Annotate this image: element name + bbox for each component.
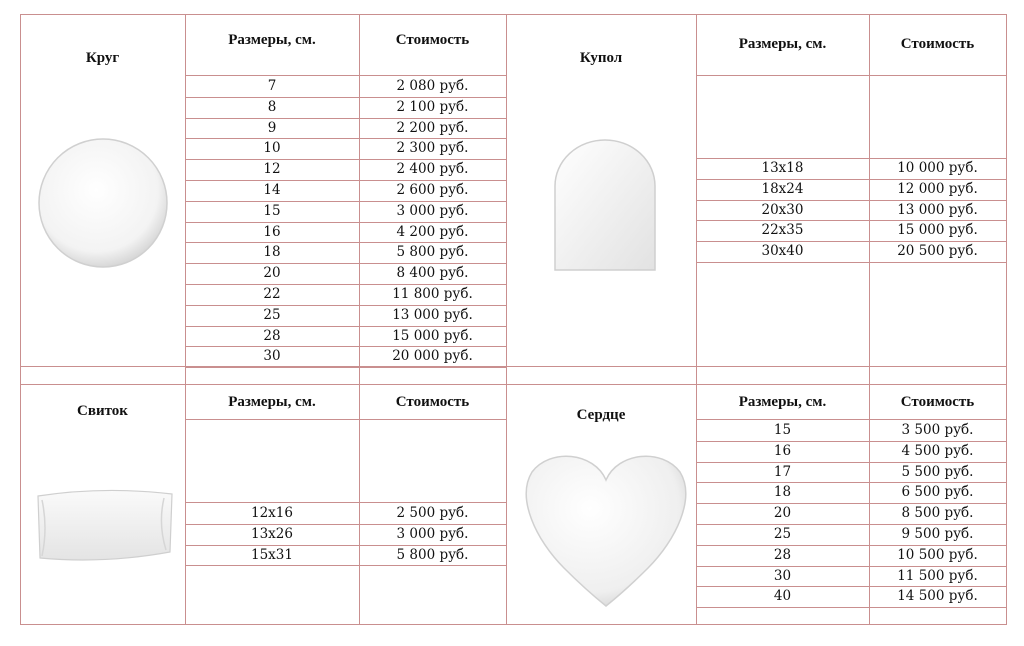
serdce-row-size: 17 — [773, 463, 792, 480]
krug-row-price: 2 080 руб. — [396, 78, 469, 94]
kupol-row-size: 30х40 — [761, 243, 804, 260]
krug-row-size: 12 — [263, 161, 281, 178]
serdce-row-size: 16 — [773, 442, 792, 459]
krug-row-size: 20 — [263, 265, 281, 282]
serdce-row-size: 20 — [773, 505, 792, 522]
krug-row-size: 7 — [267, 78, 277, 94]
krug-row-price: 15 000 руб. — [392, 327, 473, 344]
scroll-plate-image — [34, 488, 178, 564]
krug-row-size: 25 — [263, 306, 281, 323]
krug-row-price: 2 300 руб. — [396, 140, 469, 157]
serdce-row-size: 28 — [773, 546, 792, 563]
circle-plate-image — [36, 136, 170, 270]
serdce-row-price: 8 500 руб. — [901, 505, 974, 522]
krug-row-line — [185, 367, 506, 368]
kupol-price-header: Стоимость — [900, 36, 975, 52]
heart-plate-image — [524, 450, 688, 610]
svitok-row-price: 3 000 руб. — [396, 525, 469, 542]
svitok-row-size: 13х26 — [251, 525, 293, 542]
kupol-header-line — [696, 75, 1006, 76]
kupol-size-header: Размеры, см. — [738, 36, 827, 52]
krug-row-size: 28 — [263, 327, 281, 344]
kupol-row-size: 18х24 — [761, 180, 804, 197]
svitok-header-line — [185, 419, 506, 420]
kupol-row-price: 12 000 руб. — [897, 180, 978, 197]
dome-plate-image — [552, 138, 658, 272]
kupol-row-price: 10 000 руб. — [897, 160, 978, 176]
serdce-price-header: Стоимость — [900, 394, 975, 410]
section-divider — [20, 384, 1007, 385]
serdce-row-line — [696, 607, 1006, 608]
krug-row-price: 2 100 руб. — [396, 98, 469, 115]
svitok-row-size: 12х16 — [251, 505, 293, 521]
krug-row-size: 18 — [263, 244, 281, 261]
krug-row-size: 16 — [263, 223, 281, 240]
krug-row-price: 2 600 руб. — [396, 182, 469, 198]
table-border-top — [20, 14, 1007, 15]
krug-row-price: 4 200 руб. — [396, 223, 469, 240]
kupol-row-line — [696, 262, 1006, 263]
svitok-row-size: 15х31 — [251, 546, 293, 563]
table-border-left — [20, 14, 21, 625]
krug-row-price: 2 200 руб. — [396, 119, 469, 136]
table-border-bottom — [20, 624, 1007, 625]
krug-row-size: 9 — [267, 119, 277, 136]
kupol-row-size: 20х30 — [761, 201, 804, 218]
serdce-row-price: 5 500 руб. — [901, 463, 974, 480]
kupol-title: Купол — [579, 50, 623, 66]
serdce-row-size: 40 — [773, 588, 792, 605]
krug-row-size: 10 — [263, 140, 281, 157]
svitok-row-price: 2 500 руб. — [396, 505, 469, 521]
krug-title: Круг — [85, 50, 120, 66]
krug-row-size: 15 — [263, 202, 281, 219]
krug-row-size: 8 — [267, 98, 277, 115]
serdce-row-price: 11 500 руб. — [897, 567, 978, 584]
serdce-row-price: 10 500 руб. — [897, 546, 978, 563]
serdce-row-price: 9 500 руб. — [901, 526, 974, 542]
serdce-title: Сердце — [576, 407, 626, 423]
serdce-row-size: 15 — [773, 422, 792, 438]
serdce-row-size: 25 — [773, 526, 792, 542]
krug-row-price: 2 400 руб. — [396, 161, 469, 178]
serdce-row-price: 3 500 руб. — [901, 422, 974, 438]
krug-row-price: 5 800 руб. — [396, 244, 469, 261]
column-divider — [506, 14, 507, 625]
krug-price-header: Стоимость — [395, 32, 470, 48]
table-border-right — [1006, 14, 1007, 625]
svitok-price-header: Стоимость — [395, 394, 470, 410]
krug-size-header: Размеры, см. — [228, 32, 316, 48]
krug-row-size: 14 — [263, 182, 281, 198]
svitok-row-line — [185, 565, 506, 566]
serdce-row-price: 6 500 руб. — [901, 484, 974, 501]
svitok-size-header: Размеры, см. — [228, 394, 316, 410]
serdce-size-header: Размеры, см. — [738, 394, 827, 410]
kupol-row-price: 20 500 руб. — [897, 243, 978, 260]
serdce-row-size: 18 — [773, 484, 792, 501]
kupol-row-price: 15 000 руб. — [897, 222, 978, 239]
svitok-row-price: 5 800 руб. — [396, 546, 469, 563]
serdce-row-price: 14 500 руб. — [897, 588, 978, 605]
krug-row-price: 11 800 руб. — [392, 286, 473, 302]
krug-row-size: 22 — [263, 286, 281, 302]
serdce-row-size: 30 — [773, 567, 792, 584]
krug-row-price: 20 000 руб. — [392, 348, 473, 365]
kupol-row-price: 13 000 руб. — [897, 201, 978, 218]
krug-row-price: 8 400 руб. — [396, 265, 469, 282]
kupol-row-size: 22х35 — [761, 222, 804, 239]
krug-row-size: 30 — [263, 348, 281, 365]
serdce-row-price: 4 500 руб. — [901, 442, 974, 459]
krug-row-price: 3 000 руб. — [396, 202, 469, 219]
svitok-title: Свиток — [77, 403, 128, 419]
section-divider — [20, 366, 1007, 367]
krug-row-price: 13 000 руб. — [392, 306, 473, 323]
kupol-row-size: 13х18 — [761, 160, 804, 176]
